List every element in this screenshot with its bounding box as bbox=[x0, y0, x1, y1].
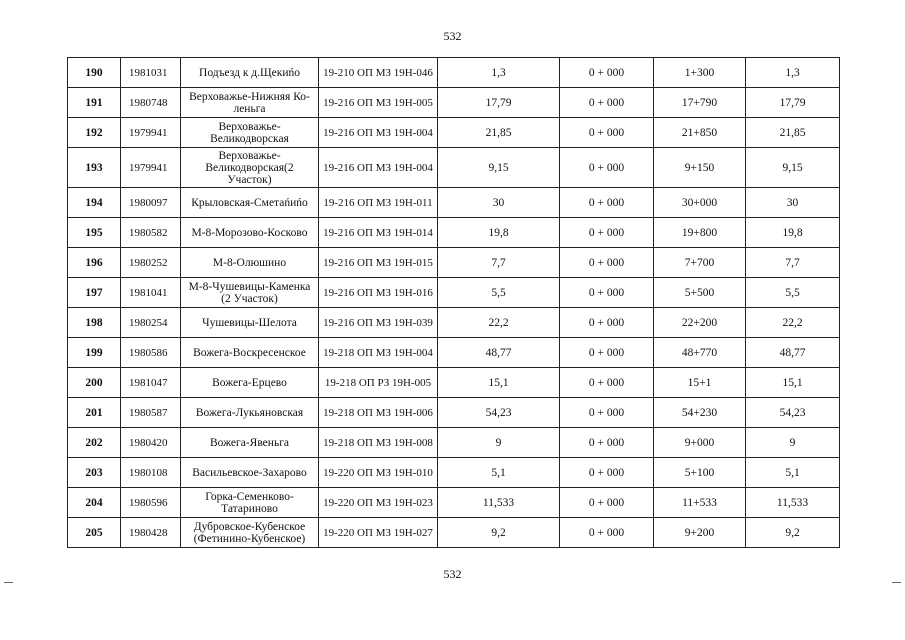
road-code: 1980428 bbox=[121, 518, 181, 548]
table-row bbox=[68, 428, 840, 458]
end-km: 19+800 bbox=[654, 218, 746, 248]
row-number: 200 bbox=[68, 368, 121, 398]
total-length: 21,85 bbox=[746, 118, 840, 148]
registry-number: 19-220 ОП МЗ 19Н-027 bbox=[319, 518, 438, 548]
road-name: Верховажье-Великодворская bbox=[181, 118, 319, 148]
road-name: Вожега-Воскресенское bbox=[181, 338, 319, 368]
road-length: 17,79 bbox=[438, 88, 560, 118]
row-number: 194 bbox=[68, 188, 121, 218]
total-length: 48,77 bbox=[746, 338, 840, 368]
road-length: 11,533 bbox=[438, 488, 560, 518]
start-km: 0 + 000 bbox=[560, 368, 654, 398]
road-code: 1980254 bbox=[121, 308, 181, 338]
road-length: 5,1 bbox=[438, 458, 560, 488]
row-number: 204 bbox=[68, 488, 121, 518]
road-name: Вожега-Лукьяновская bbox=[181, 398, 319, 428]
end-km: 22+200 bbox=[654, 308, 746, 338]
registry-number: 19-216 ОП МЗ 19Н-039 bbox=[319, 308, 438, 338]
table-row bbox=[68, 398, 840, 428]
registry-number: 19-218 ОП МЗ 19Н-004 bbox=[319, 338, 438, 368]
road-length: 22,2 bbox=[438, 308, 560, 338]
road-name: Чушевицы-Шелота bbox=[181, 308, 319, 338]
start-km: 0 + 000 bbox=[560, 58, 654, 88]
start-km: 0 + 000 bbox=[560, 518, 654, 548]
road-length: 9,2 bbox=[438, 518, 560, 548]
total-length: 22,2 bbox=[746, 308, 840, 338]
row-number: 205 bbox=[68, 518, 121, 548]
scan-edge-mark-right bbox=[892, 582, 901, 583]
start-km: 0 + 000 bbox=[560, 398, 654, 428]
end-km: 5+100 bbox=[654, 458, 746, 488]
registry-number: 19-216 ОП МЗ 19Н-011 bbox=[319, 188, 438, 218]
page-number-bottom: 532 bbox=[443, 567, 462, 581]
page-number-top: 532 bbox=[443, 29, 462, 43]
scan-edge-mark-left bbox=[4, 582, 13, 583]
table-row bbox=[68, 488, 840, 518]
total-length: 5,5 bbox=[746, 278, 840, 308]
road-code: 1980252 bbox=[121, 248, 181, 278]
end-km: 21+850 bbox=[654, 118, 746, 148]
end-km: 11+533 bbox=[654, 488, 746, 518]
registry-number: 19-210 ОП МЗ 19Н-046 bbox=[319, 58, 438, 88]
end-km: 9+200 bbox=[654, 518, 746, 548]
road-name: Подъезд к д.Щекиńо bbox=[181, 58, 319, 88]
table-row bbox=[68, 338, 840, 368]
road-name: М-8-Морозово-Косково bbox=[181, 218, 319, 248]
total-length: 15,1 bbox=[746, 368, 840, 398]
table-row bbox=[68, 278, 840, 308]
road-name: Верховажье-Нижняя Ко-леньга bbox=[181, 88, 319, 118]
road-name: Вожега-Ерцево bbox=[181, 368, 319, 398]
road-code: 1980582 bbox=[121, 218, 181, 248]
road-code: 1980748 bbox=[121, 88, 181, 118]
start-km: 0 + 000 bbox=[560, 118, 654, 148]
road-length: 30 bbox=[438, 188, 560, 218]
start-km: 0 + 000 bbox=[560, 88, 654, 118]
registry-number: 19-218 ОП МЗ 19Н-006 bbox=[319, 398, 438, 428]
road-name: Вожега-Явеньга bbox=[181, 428, 319, 458]
road-name: Крыловская-Сметаńиńо bbox=[181, 188, 319, 218]
road-code: 1981031 bbox=[121, 58, 181, 88]
row-number: 192 bbox=[68, 118, 121, 148]
end-km: 7+700 bbox=[654, 248, 746, 278]
registry-number: 19-216 ОП МЗ 19Н-005 bbox=[319, 88, 438, 118]
total-length: 30 bbox=[746, 188, 840, 218]
total-length: 9,15 bbox=[746, 148, 840, 188]
start-km: 0 + 000 bbox=[560, 248, 654, 278]
road-code: 1979941 bbox=[121, 118, 181, 148]
end-km: 30+000 bbox=[654, 188, 746, 218]
start-km: 0 + 000 bbox=[560, 428, 654, 458]
road-code: 1979941 bbox=[121, 148, 181, 188]
start-km: 0 + 000 bbox=[560, 148, 654, 188]
road-length: 19,8 bbox=[438, 218, 560, 248]
road-length: 21,85 bbox=[438, 118, 560, 148]
row-number: 199 bbox=[68, 338, 121, 368]
road-name: М-8-Чушевицы-Каменка (2 Участок) bbox=[181, 278, 319, 308]
registry-number: 19-220 ОП МЗ 19Н-023 bbox=[319, 488, 438, 518]
road-length: 54,23 bbox=[438, 398, 560, 428]
total-length: 17,79 bbox=[746, 88, 840, 118]
table-row bbox=[68, 458, 840, 488]
start-km: 0 + 000 bbox=[560, 218, 654, 248]
road-name: Горка-Семенково-Татариново bbox=[181, 488, 319, 518]
row-number: 195 bbox=[68, 218, 121, 248]
row-number: 190 bbox=[68, 58, 121, 88]
table-row bbox=[68, 368, 840, 398]
row-number: 196 bbox=[68, 248, 121, 278]
table-row bbox=[68, 218, 840, 248]
table-row bbox=[68, 518, 840, 548]
road-length: 9,15 bbox=[438, 148, 560, 188]
road-name: Верховажье-Великодворская(2 Участок) bbox=[181, 148, 319, 188]
registry-number: 19-216 ОП МЗ 19Н-015 bbox=[319, 248, 438, 278]
row-number: 202 bbox=[68, 428, 121, 458]
registry-number: 19-216 ОП МЗ 19Н-004 bbox=[319, 118, 438, 148]
road-code: 1980097 bbox=[121, 188, 181, 218]
start-km: 0 + 000 bbox=[560, 338, 654, 368]
road-length: 9 bbox=[438, 428, 560, 458]
row-number: 197 bbox=[68, 278, 121, 308]
total-length: 54,23 bbox=[746, 398, 840, 428]
row-number: 198 bbox=[68, 308, 121, 338]
end-km: 9+150 bbox=[654, 148, 746, 188]
registry-number: 19-218 ОП РЗ 19Н-005 bbox=[319, 368, 438, 398]
road-code: 1980586 bbox=[121, 338, 181, 368]
row-number: 201 bbox=[68, 398, 121, 428]
road-length: 48,77 bbox=[438, 338, 560, 368]
registry-number: 19-216 ОП МЗ 19Н-014 bbox=[319, 218, 438, 248]
road-length: 1,3 bbox=[438, 58, 560, 88]
row-number: 193 bbox=[68, 148, 121, 188]
total-length: 5,1 bbox=[746, 458, 840, 488]
road-code: 1980108 bbox=[121, 458, 181, 488]
total-length: 7,7 bbox=[746, 248, 840, 278]
end-km: 54+230 bbox=[654, 398, 746, 428]
table-row bbox=[68, 88, 840, 118]
road-code: 1980420 bbox=[121, 428, 181, 458]
total-length: 19,8 bbox=[746, 218, 840, 248]
road-code: 1981041 bbox=[121, 278, 181, 308]
start-km: 0 + 000 bbox=[560, 308, 654, 338]
road-code: 1980596 bbox=[121, 488, 181, 518]
table-body bbox=[68, 58, 840, 548]
start-km: 0 + 000 bbox=[560, 278, 654, 308]
road-code: 1980587 bbox=[121, 398, 181, 428]
registry-number: 19-220 ОП МЗ 19Н-010 bbox=[319, 458, 438, 488]
table-row bbox=[68, 188, 840, 218]
road-name: Васильевское-Захарово bbox=[181, 458, 319, 488]
road-name: М-8-Олюшино bbox=[181, 248, 319, 278]
end-km: 17+790 bbox=[654, 88, 746, 118]
end-km: 15+1 bbox=[654, 368, 746, 398]
registry-number: 19-216 ОП МЗ 19Н-016 bbox=[319, 278, 438, 308]
row-number: 191 bbox=[68, 88, 121, 118]
total-length: 9 bbox=[746, 428, 840, 458]
total-length: 9,2 bbox=[746, 518, 840, 548]
road-length: 5,5 bbox=[438, 278, 560, 308]
road-length: 7,7 bbox=[438, 248, 560, 278]
total-length: 11,533 bbox=[746, 488, 840, 518]
roads-table bbox=[67, 57, 840, 548]
total-length: 1,3 bbox=[746, 58, 840, 88]
table-row bbox=[68, 308, 840, 338]
table-row bbox=[68, 58, 840, 88]
end-km: 5+500 bbox=[654, 278, 746, 308]
road-name: Дубровское-Кубенское (Фетинино-Кубенское) bbox=[181, 518, 319, 548]
start-km: 0 + 000 bbox=[560, 458, 654, 488]
table-row bbox=[68, 148, 840, 188]
registry-number: 19-218 ОП МЗ 19Н-008 bbox=[319, 428, 438, 458]
road-length: 15,1 bbox=[438, 368, 560, 398]
registry-number: 19-216 ОП МЗ 19Н-004 bbox=[319, 148, 438, 188]
end-km: 48+770 bbox=[654, 338, 746, 368]
row-number: 203 bbox=[68, 458, 121, 488]
end-km: 9+000 bbox=[654, 428, 746, 458]
start-km: 0 + 000 bbox=[560, 488, 654, 518]
table-row bbox=[68, 248, 840, 278]
end-km: 1+300 bbox=[654, 58, 746, 88]
road-code: 1981047 bbox=[121, 368, 181, 398]
table-row bbox=[68, 118, 840, 148]
start-km: 0 + 000 bbox=[560, 188, 654, 218]
